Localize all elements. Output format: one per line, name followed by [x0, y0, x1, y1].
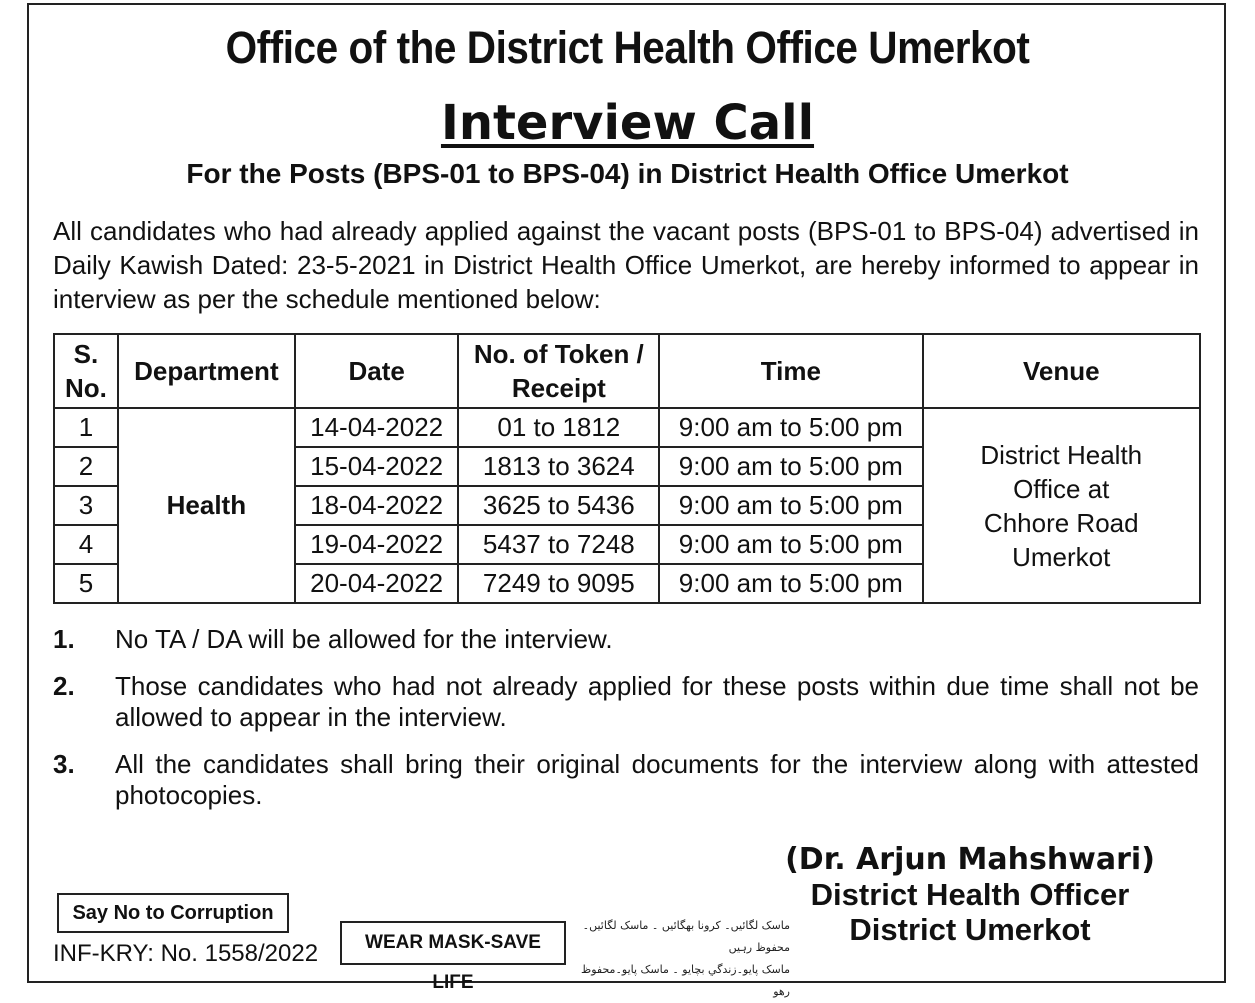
- list-item: [53, 749, 1199, 811]
- note-text: All the candidates shall bring their original documents for the interview along with attested photocopies.: [115, 749, 1199, 810]
- signatory-name: (Dr. Arjun Mahshwari): [785, 842, 1155, 877]
- header-token: No. of Token / Receipt: [458, 334, 659, 408]
- note-number: 3.: [53, 749, 75, 779]
- cell-date: 15-04-2022: [295, 447, 459, 486]
- cell-token: 7249 to 9095: [458, 564, 659, 603]
- cell-time: 9:00 am to 5:00 pm: [659, 408, 922, 447]
- mask-slogan-box: WEAR MASK-SAVE LIFE: [340, 921, 566, 965]
- cell-time: 9:00 am to 5:00 pm: [659, 447, 922, 486]
- header-sno: S. No.: [54, 334, 118, 408]
- cell-sno: 1: [54, 408, 118, 447]
- cell-sno: 2: [54, 447, 118, 486]
- schedule-table: [53, 333, 1201, 604]
- cell-date: 20-04-2022: [295, 564, 459, 603]
- heading-text: Interview Call: [440, 95, 815, 151]
- header-venue: Venue: [923, 334, 1201, 408]
- intro-paragraph: All candidates who had already applied against the vacant posts (BPS-01 to BPS-04) advertised in Daily Kawish Dated: 23-5-2021 in District Health Office Umerkot, are hereby informed to appear in interview as per the schedule mentioned below:: [53, 216, 1199, 314]
- urdu-slogan: [575, 915, 790, 1003]
- cell-token: 01 to 1812: [458, 408, 659, 447]
- cell-token: 1813 to 3624: [458, 447, 659, 486]
- list-item: [53, 671, 1199, 733]
- urdu-slogan-line: ماسک پايو۔زندگي بچايو ۔ ماسک پايو۔محفوظ رهو: [581, 963, 790, 998]
- cell-token: 5437 to 7248: [458, 525, 659, 564]
- posts-subtitle: For the Posts (BPS-01 to BPS-04) in District Health Office Umerkot: [186, 158, 1069, 189]
- note-text: Those candidates who had not already applied for these posts within due time shall not be allowed to appear in the interview.: [115, 671, 1199, 732]
- cell-venue: District Health Office at Chhore Road Umerkot: [923, 408, 1201, 603]
- cell-time: 9:00 am to 5:00 pm: [659, 564, 922, 603]
- notes-list: [53, 624, 1199, 827]
- table-row: [54, 408, 1200, 447]
- page-title: [0, 95, 1255, 151]
- note-number: 2.: [53, 671, 75, 701]
- signature-block: [760, 842, 1180, 947]
- note-text: No TA / DA will be allowed for the interview.: [115, 624, 613, 654]
- header-department: Department: [118, 334, 295, 408]
- cell-sno: 3: [54, 486, 118, 525]
- cell-department: Health: [118, 408, 295, 603]
- cell-date: 19-04-2022: [295, 525, 459, 564]
- cell-token: 3625 to 5436: [458, 486, 659, 525]
- cell-sno: 5: [54, 564, 118, 603]
- cell-time: 9:00 am to 5:00 pm: [659, 486, 922, 525]
- corruption-slogan-box: Say No to Corruption: [57, 893, 289, 933]
- reference-number: INF-KRY: No. 1558/2022: [53, 940, 319, 967]
- cell-sno: 4: [54, 525, 118, 564]
- note-number: 1.: [53, 624, 75, 654]
- office-title: Office of the District Health Office Umerkot: [225, 22, 1030, 73]
- urdu-slogan-line: ماسک لگائیں۔ کرونا بھگائیں ۔ ماسک لگائیں۔ محفوظ رہیں: [582, 919, 790, 954]
- list-item: [53, 624, 1199, 655]
- signatory-designation: District Health Officer: [810, 877, 1130, 912]
- table-header-row: [54, 334, 1200, 408]
- header-date: Date: [295, 334, 459, 408]
- cell-date: 18-04-2022: [295, 486, 459, 525]
- header-time: Time: [659, 334, 922, 408]
- cell-date: 14-04-2022: [295, 408, 459, 447]
- cell-time: 9:00 am to 5:00 pm: [659, 525, 922, 564]
- signatory-district: District Umerkot: [849, 912, 1091, 947]
